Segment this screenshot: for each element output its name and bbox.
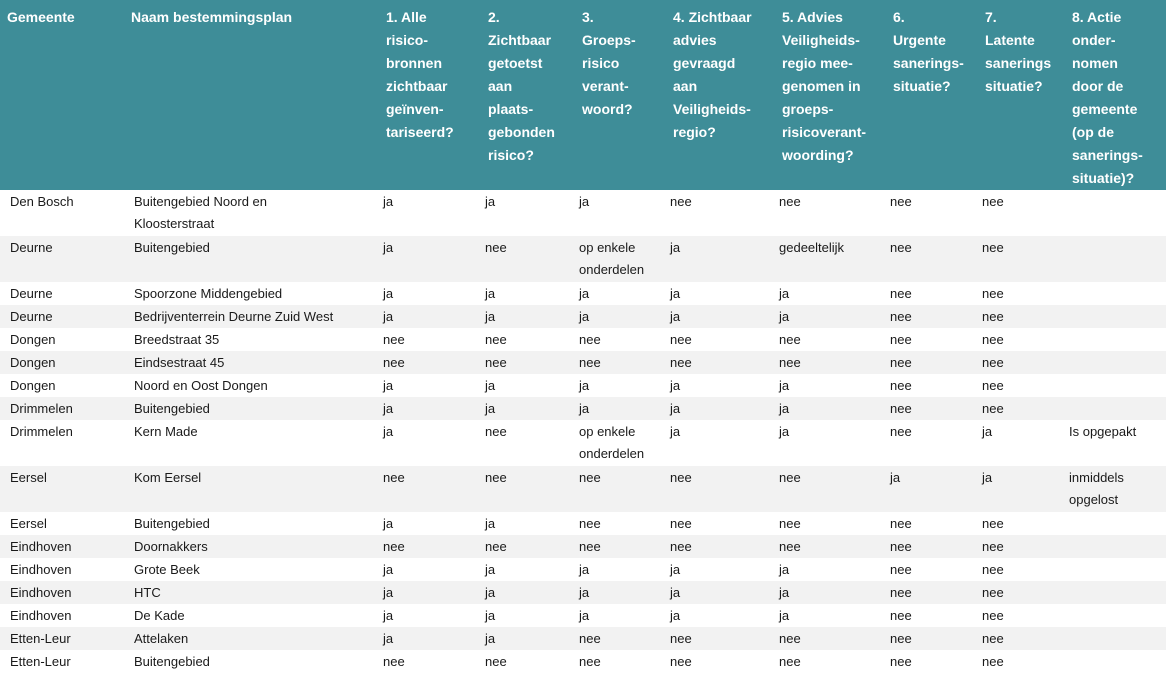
cell-latent: nee bbox=[982, 562, 1004, 577]
cell-urgent: ja bbox=[886, 466, 978, 512]
cell-latent: nee bbox=[982, 608, 1004, 623]
cell-actie bbox=[1065, 305, 1166, 328]
cell-bestemmingsplan: Buitengebied bbox=[124, 397, 379, 420]
cell-actie bbox=[1065, 328, 1166, 351]
cell-urgent: nee bbox=[890, 608, 912, 623]
cell-bestemmingsplan: Kern Made bbox=[134, 424, 198, 439]
cell-bestemmingsplan: Buitengebied Noord en Kloosterstraat bbox=[134, 194, 267, 231]
cell-plaatsgebonden: nee bbox=[481, 236, 575, 282]
table-row bbox=[0, 328, 1166, 351]
table-row bbox=[0, 512, 1166, 535]
cell-latent: ja bbox=[982, 424, 993, 439]
cell-gemeente: Dongen bbox=[10, 332, 56, 347]
cell-advies-gevraagd: nee bbox=[666, 627, 775, 650]
cell-latent: nee bbox=[978, 236, 1065, 282]
cell-urgent: nee bbox=[886, 236, 978, 282]
cell-latent: nee bbox=[978, 627, 1065, 650]
cell-latent: nee bbox=[978, 397, 1065, 420]
cell-plaatsgebonden: nee bbox=[481, 466, 575, 512]
cell-risicobronnen: ja bbox=[379, 236, 481, 282]
table-row bbox=[0, 581, 1166, 604]
cell-actie bbox=[1065, 581, 1166, 604]
cell-advies-meegenomen: nee bbox=[779, 516, 801, 531]
cell-risicobronnen: ja bbox=[383, 424, 394, 439]
cell-groepsrisico: ja bbox=[579, 194, 590, 209]
cell-advies-gevraagd: ja bbox=[666, 581, 775, 604]
header-advies-meegenomen: 5. Advies Veiligheids- regio mee- genomen in groeps- risicoverant- woording? bbox=[775, 0, 886, 190]
cell-groepsrisico: nee bbox=[575, 351, 666, 374]
cell-risicobronnen: ja bbox=[383, 286, 394, 301]
cell-plaatsgebonden: nee bbox=[481, 535, 575, 558]
table-row bbox=[0, 305, 1166, 328]
cell-risicobronnen: ja bbox=[383, 194, 394, 209]
cell-groepsrisico: nee bbox=[579, 516, 601, 531]
cell-plaatsgebonden: nee bbox=[481, 351, 575, 374]
cell-latent: nee bbox=[978, 535, 1065, 558]
cell-groepsrisico: ja bbox=[575, 397, 666, 420]
cell-advies-gevraagd: ja bbox=[670, 424, 681, 439]
cell-advies-meegenomen: nee bbox=[779, 654, 801, 669]
cell-actie: inmiddels opgelost bbox=[1065, 466, 1166, 512]
cell-groepsrisico: nee bbox=[575, 627, 666, 650]
table-row bbox=[0, 558, 1166, 581]
cell-advies-gevraagd: ja bbox=[666, 236, 775, 282]
cell-bestemmingsplan: HTC bbox=[124, 581, 379, 604]
cell-risicobronnen: ja bbox=[379, 305, 481, 328]
cell-gemeente: Etten-Leur bbox=[10, 654, 71, 669]
cell-latent: nee bbox=[978, 351, 1065, 374]
cell-actie bbox=[1065, 535, 1166, 558]
cell-gemeente: Dongen bbox=[10, 378, 56, 393]
header-naam-bestemmingsplan: Naam bestemmingsplan bbox=[124, 0, 379, 190]
table-row bbox=[0, 282, 1166, 305]
cell-groepsrisico: ja bbox=[579, 378, 590, 393]
cell-latent: nee bbox=[978, 581, 1065, 604]
cell-urgent: nee bbox=[890, 332, 912, 347]
cell-actie bbox=[1065, 236, 1166, 282]
cell-risicobronnen: ja bbox=[383, 562, 394, 577]
cell-latent: nee bbox=[978, 305, 1065, 328]
cell-advies-gevraagd: ja bbox=[670, 608, 681, 623]
table-row bbox=[0, 604, 1166, 627]
cell-gemeente: Den Bosch bbox=[10, 194, 74, 209]
cell-latent: nee bbox=[982, 286, 1004, 301]
cell-risicobronnen: ja bbox=[379, 397, 481, 420]
cell-advies-meegenomen: nee bbox=[775, 627, 886, 650]
cell-advies-gevraagd: nee bbox=[670, 654, 692, 669]
table-row bbox=[0, 627, 1166, 650]
table-row bbox=[0, 535, 1166, 558]
cell-latent: nee bbox=[982, 194, 1004, 209]
table-row bbox=[0, 351, 1166, 374]
cell-actie bbox=[1065, 650, 1166, 673]
table-header-row bbox=[0, 0, 1166, 190]
cell-groepsrisico: nee bbox=[579, 332, 601, 347]
cell-bestemmingsplan: Breedstraat 35 bbox=[134, 332, 220, 347]
header-actie-gemeente: 8. Actie onder- nomen door de gemeente (op de sanerings- situatie)? bbox=[1065, 0, 1166, 190]
cell-urgent: nee bbox=[886, 535, 978, 558]
cell-urgent: nee bbox=[886, 581, 978, 604]
header-urgente-sanering: 6. Urgente sanerings- situatie? bbox=[886, 0, 978, 190]
table-body bbox=[0, 190, 1166, 673]
cell-gemeente: Deurne bbox=[0, 236, 124, 282]
cell-risicobronnen: ja bbox=[379, 581, 481, 604]
cell-risicobronnen: nee bbox=[383, 332, 405, 347]
cell-urgent: nee bbox=[890, 516, 912, 531]
cell-plaatsgebonden: ja bbox=[485, 562, 496, 577]
cell-risicobronnen: ja bbox=[383, 608, 394, 623]
cell-plaatsgebonden: nee bbox=[485, 654, 507, 669]
cell-plaatsgebonden: nee bbox=[485, 332, 507, 347]
table-row bbox=[0, 397, 1166, 420]
cell-bestemmingsplan: Buitengebied bbox=[124, 236, 379, 282]
cell-bestemmingsplan: Noord en Oost Dongen bbox=[134, 378, 268, 393]
cell-gemeente: Deurne bbox=[10, 286, 53, 301]
cell-plaatsgebonden: ja bbox=[485, 608, 496, 623]
cell-actie: Is opgepakt bbox=[1069, 424, 1137, 439]
cell-groepsrisico: ja bbox=[575, 581, 666, 604]
cell-risicobronnen: nee bbox=[383, 654, 405, 669]
cell-advies-gevraagd: nee bbox=[666, 351, 775, 374]
cell-urgent: nee bbox=[886, 305, 978, 328]
cell-bestemmingsplan: Buitengebied bbox=[134, 516, 210, 531]
cell-plaatsgebonden: ja bbox=[485, 378, 496, 393]
cell-advies-gevraagd: nee bbox=[666, 535, 775, 558]
cell-gemeente: Drimmelen bbox=[10, 424, 73, 439]
cell-advies-meegenomen: ja bbox=[775, 305, 886, 328]
cell-actie bbox=[1065, 351, 1166, 374]
cell-actie bbox=[1065, 282, 1166, 305]
cell-groepsrisico: ja bbox=[579, 608, 590, 623]
cell-risicobronnen: nee bbox=[379, 535, 481, 558]
cell-plaatsgebonden: ja bbox=[485, 286, 496, 301]
cell-risicobronnen: ja bbox=[383, 378, 394, 393]
cell-advies-meegenomen: nee bbox=[779, 332, 801, 347]
cell-gemeente: Drimmelen bbox=[0, 397, 124, 420]
cell-groepsrisico: ja bbox=[579, 562, 590, 577]
cell-bestemmingsplan: Attelaken bbox=[124, 627, 379, 650]
cell-groepsrisico: op enkele onderdelen bbox=[575, 236, 666, 282]
cell-advies-meegenomen: nee bbox=[775, 466, 886, 512]
table-row bbox=[0, 236, 1166, 282]
cell-advies-gevraagd: nee bbox=[670, 516, 692, 531]
cell-advies-meegenomen: nee bbox=[775, 535, 886, 558]
cell-advies-meegenomen: nee bbox=[775, 351, 886, 374]
cell-gemeente: Etten-Leur bbox=[0, 627, 124, 650]
cell-actie bbox=[1065, 374, 1166, 397]
cell-groepsrisico: nee bbox=[579, 654, 601, 669]
cell-bestemmingsplan: Kom Eersel bbox=[124, 466, 379, 512]
cell-urgent: nee bbox=[890, 286, 912, 301]
cell-risicobronnen: ja bbox=[379, 627, 481, 650]
cell-plaatsgebonden: ja bbox=[485, 194, 496, 209]
cell-actie bbox=[1065, 397, 1166, 420]
cell-urgent: nee bbox=[890, 194, 912, 209]
cell-advies-gevraagd: nee bbox=[670, 194, 692, 209]
cell-groepsrisico: ja bbox=[579, 286, 590, 301]
header-risicobronnen: 1. Alle risico- bronnen zichtbaar geïnven- tariseerd? bbox=[379, 0, 481, 190]
cell-bestemmingsplan: Doornakkers bbox=[124, 535, 379, 558]
cell-gemeente: Eersel bbox=[10, 516, 47, 531]
cell-gemeente: Eindhoven bbox=[0, 581, 124, 604]
cell-risicobronnen: ja bbox=[383, 516, 394, 531]
cell-risicobronnen: nee bbox=[379, 466, 481, 512]
cell-actie bbox=[1065, 558, 1166, 581]
cell-actie bbox=[1065, 627, 1166, 650]
cell-advies-gevraagd: ja bbox=[670, 562, 681, 577]
header-groepsrisico: 3. Groeps- risico verant- woord? bbox=[575, 0, 666, 190]
cell-advies-gevraagd: nee bbox=[666, 466, 775, 512]
cell-actie bbox=[1065, 604, 1166, 627]
table-row bbox=[0, 650, 1166, 673]
cell-gemeente: Eersel bbox=[0, 466, 124, 512]
cell-actie bbox=[1065, 512, 1166, 535]
header-plaatsgebonden-risico: 2. Zichtbaar getoetst aan plaats- gebonden risico? bbox=[481, 0, 575, 190]
cell-gemeente: Eindhoven bbox=[0, 535, 124, 558]
cell-advies-gevraagd: nee bbox=[670, 332, 692, 347]
cell-plaatsgebonden: ja bbox=[481, 397, 575, 420]
cell-urgent: nee bbox=[890, 654, 912, 669]
cell-latent: nee bbox=[982, 378, 1004, 393]
cell-urgent: nee bbox=[890, 562, 912, 577]
cell-bestemmingsplan: Eindsestraat 45 bbox=[124, 351, 379, 374]
header-latente-sanering: 7. Latente sanerings situatie? bbox=[978, 0, 1065, 190]
table-row bbox=[0, 466, 1166, 512]
cell-advies-meegenomen: ja bbox=[779, 608, 790, 623]
header-advies-gevraagd: 4. Zichtbaar advies gevraagd aan Veiligheids- regio? bbox=[666, 0, 775, 190]
cell-groepsrisico: op enkele onderdelen bbox=[579, 424, 645, 461]
cell-plaatsgebonden: ja bbox=[481, 627, 575, 650]
cell-advies-gevraagd: ja bbox=[666, 397, 775, 420]
cell-latent: nee bbox=[982, 516, 1004, 531]
table-row bbox=[0, 374, 1166, 397]
cell-plaatsgebonden: ja bbox=[481, 305, 575, 328]
cell-gemeente: Eindhoven bbox=[10, 562, 72, 577]
cell-gemeente: Dongen bbox=[0, 351, 124, 374]
cell-gemeente: Eindhoven bbox=[10, 608, 72, 623]
cell-plaatsgebonden: nee bbox=[485, 424, 507, 439]
cell-advies-meegenomen: ja bbox=[779, 286, 790, 301]
cell-actie bbox=[1065, 190, 1166, 236]
cell-advies-meegenomen: ja bbox=[779, 378, 790, 393]
cell-bestemmingsplan: Spoorzone Middengebied bbox=[134, 286, 283, 301]
cell-advies-meegenomen: ja bbox=[779, 424, 790, 439]
cell-advies-meegenomen: ja bbox=[779, 562, 790, 577]
cell-bestemmingsplan: Buitengebied bbox=[134, 654, 210, 669]
cell-latent: ja bbox=[978, 466, 1065, 512]
cell-groepsrisico: nee bbox=[575, 466, 666, 512]
cell-urgent: nee bbox=[886, 351, 978, 374]
cell-urgent: nee bbox=[886, 397, 978, 420]
cell-gemeente: Deurne bbox=[0, 305, 124, 328]
cell-urgent: nee bbox=[890, 424, 912, 439]
table-row bbox=[0, 420, 1166, 466]
cell-plaatsgebonden: ja bbox=[481, 581, 575, 604]
cell-bestemmingsplan: De Kade bbox=[134, 608, 185, 623]
cell-advies-meegenomen: gedeeltelijk bbox=[775, 236, 886, 282]
cell-latent: nee bbox=[982, 332, 1004, 347]
cell-groepsrisico: ja bbox=[575, 305, 666, 328]
cell-advies-gevraagd: ja bbox=[670, 378, 681, 393]
cell-urgent: nee bbox=[890, 378, 912, 393]
cell-latent: nee bbox=[982, 654, 1004, 669]
cell-advies-meegenomen: ja bbox=[775, 581, 886, 604]
cell-advies-gevraagd: ja bbox=[670, 286, 681, 301]
cell-bestemmingsplan: Bedrijventerrein Deurne Zuid West bbox=[124, 305, 379, 328]
cell-advies-meegenomen: ja bbox=[775, 397, 886, 420]
cell-plaatsgebonden: ja bbox=[485, 516, 496, 531]
cell-bestemmingsplan: Grote Beek bbox=[134, 562, 200, 577]
cell-risicobronnen: nee bbox=[379, 351, 481, 374]
cell-advies-meegenomen: nee bbox=[779, 194, 801, 209]
cell-groepsrisico: nee bbox=[575, 535, 666, 558]
cell-advies-gevraagd: ja bbox=[666, 305, 775, 328]
header-gemeente: Gemeente bbox=[0, 0, 124, 190]
table-row bbox=[0, 190, 1166, 236]
cell-urgent: nee bbox=[886, 627, 978, 650]
